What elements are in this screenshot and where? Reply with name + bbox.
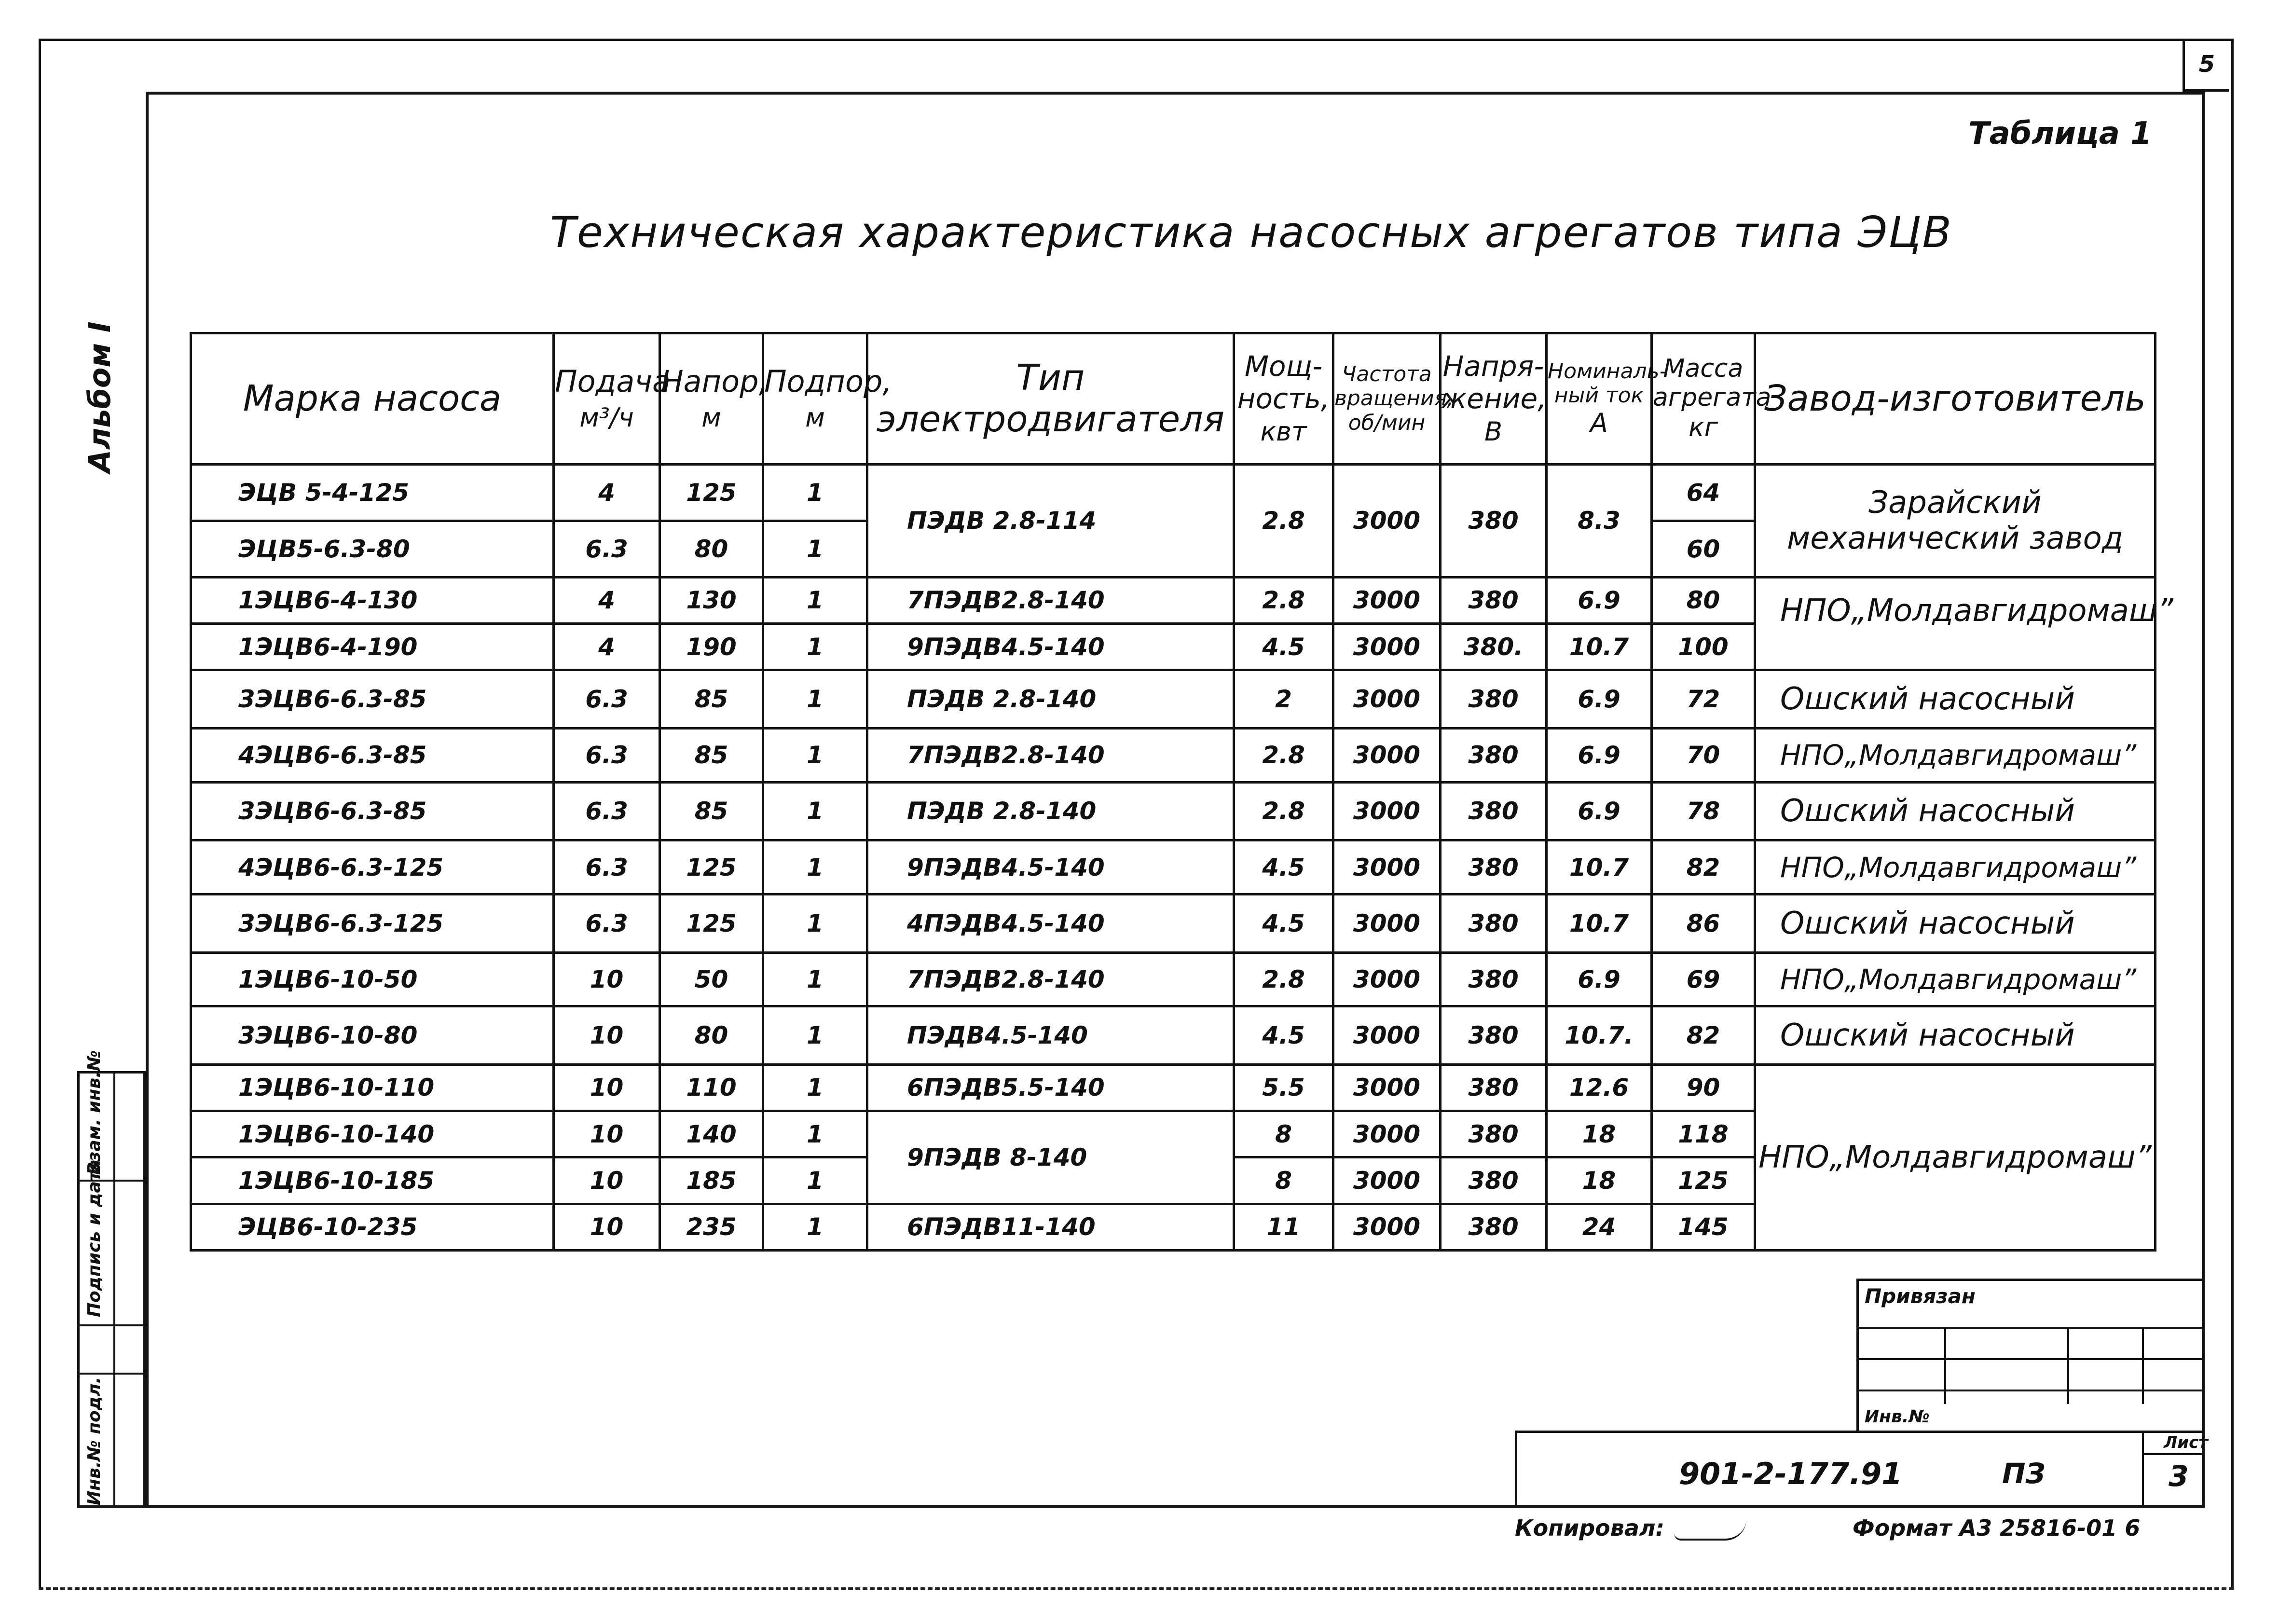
- cell-backpressure: 1: [763, 624, 867, 670]
- album-label: Альбом I: [82, 321, 117, 473]
- cell-mass: 125: [1652, 1157, 1755, 1204]
- cell-backpressure: 1: [763, 1204, 867, 1250]
- col-head: Напор, м: [660, 333, 763, 465]
- cell-current: 6.9: [1547, 729, 1652, 783]
- sheet-label: Лист: [2164, 1433, 2208, 1452]
- cell-voltage: 380: [1441, 729, 1547, 783]
- document-code: 901-2-177.91: [1679, 1456, 1903, 1491]
- cell-backpressure: 1: [763, 1064, 867, 1111]
- cell-voltage: 380: [1441, 894, 1547, 952]
- cell-voltage: 380: [1441, 670, 1547, 729]
- col-plant: Завод-изготовитель: [1755, 333, 2155, 465]
- cell-mark: ЭЦВ5-6.3-80: [191, 521, 554, 577]
- col-mass: Масса агрегата кг: [1652, 333, 1755, 465]
- cell-mark: 4ЭЦВ6-6.3-85: [191, 729, 554, 783]
- cell-mark: 1ЭЦВ6-4-190: [191, 624, 554, 670]
- cell-motor: 7ПЭДВ2.8-140: [867, 952, 1234, 1006]
- cell-flow: 6.3: [554, 670, 660, 729]
- cell-mark: 3ЭЦВ6-10-80: [191, 1006, 554, 1065]
- table-row: [191, 729, 2155, 783]
- cell-motor: 6ПЭДВ5.5-140: [867, 1064, 1234, 1111]
- sheet-corner-number: 5: [2183, 39, 2229, 92]
- col-mark: Марка насоса: [191, 333, 554, 465]
- side-strip-divider: [113, 1073, 115, 1505]
- col-power: Мощ- ность, квт: [1234, 333, 1333, 465]
- cell-current: 6.9: [1547, 952, 1652, 1006]
- cell-speed: 3000: [1333, 1006, 1441, 1065]
- cell-power: 8: [1234, 1157, 1333, 1204]
- cell-plant: Ошский насосный: [1755, 782, 2155, 840]
- cell-speed: 3000: [1333, 894, 1441, 952]
- cell-current: 24: [1547, 1204, 1652, 1250]
- cell-current: 6.9: [1547, 782, 1652, 840]
- cell-voltage: 380: [1441, 1204, 1547, 1250]
- cell-head: 85: [660, 729, 763, 783]
- table-row: [191, 952, 2155, 1006]
- cell-plant: НПО„Молдавгидромаш”: [1755, 1064, 2155, 1250]
- cell-motor: ПЭДВ4.5-140: [867, 1006, 1234, 1065]
- cell-backpressure: 1: [763, 952, 867, 1006]
- copied-by-label: Копировал:: [1515, 1515, 1664, 1541]
- cell-power: 5.5: [1234, 1064, 1333, 1111]
- cell-backpressure: 1: [763, 1157, 867, 1204]
- cell-plant: НПО„Молдавгидромаш”: [1755, 577, 2155, 670]
- replacement-inventory-label: Взам. инв.№: [84, 1050, 104, 1175]
- cell-mass: 60: [1652, 521, 1755, 577]
- cell-backpressure: 1: [763, 465, 867, 521]
- cell-speed: 3000: [1333, 1111, 1441, 1157]
- table-row: [191, 465, 2155, 521]
- cell-plant: НПО„Молдавгидромаш”: [1755, 729, 2155, 783]
- cell-power: 4.5: [1234, 894, 1333, 952]
- cell-head: 125: [660, 894, 763, 952]
- cell-backpressure: 1: [763, 577, 867, 623]
- cell-motor: 9ПЭДВ 8-140: [867, 1111, 1234, 1204]
- cell-speed: 3000: [1333, 670, 1441, 729]
- cell-current: 10.7: [1547, 624, 1652, 670]
- table-row: [191, 670, 2155, 729]
- page-title: Техническая характеристика насосных агрегатов типа ЭЦВ: [550, 207, 1952, 257]
- cell-backpressure: 1: [763, 729, 867, 783]
- cell-current: 6.9: [1547, 670, 1652, 729]
- cell-voltage: 380: [1441, 1064, 1547, 1111]
- cell-power: 4.5: [1234, 1006, 1333, 1065]
- table-row: [191, 577, 2155, 623]
- table-row: [191, 1064, 2155, 1111]
- cell-mark: ЭЦВ6-10-235: [191, 1204, 554, 1250]
- cell-flow: 6.3: [554, 729, 660, 783]
- binding-label: Привязан: [1865, 1284, 1976, 1308]
- document-section: ПЗ: [2002, 1457, 2046, 1490]
- cell-head: 185: [660, 1157, 763, 1204]
- sheet-row-line: [2142, 1453, 2205, 1455]
- format-info: Формат А3 25816-01 6: [1853, 1515, 2141, 1541]
- signature-date-label: Подпись и дата: [84, 1159, 104, 1317]
- cell-head: 110: [660, 1064, 763, 1111]
- cell-head: 85: [660, 782, 763, 840]
- cell-mark: ЭЦВ 5-4-125: [191, 465, 554, 521]
- cell-head: 85: [660, 670, 763, 729]
- cell-flow: 6.3: [554, 782, 660, 840]
- cell-flow: 10: [554, 1006, 660, 1065]
- table-row: [191, 1006, 2155, 1065]
- outer-frame-bottom-edge: [39, 1587, 2234, 1590]
- cell-flow: 4: [554, 624, 660, 670]
- cell-head: 80: [660, 521, 763, 577]
- cell-speed: 3000: [1333, 840, 1441, 895]
- cell-mark: 1ЭЦВ6-10-185: [191, 1157, 554, 1204]
- cell-speed: 3000: [1333, 729, 1441, 783]
- cell-motor: 7ПЭДВ2.8-140: [867, 729, 1234, 783]
- cell-speed: 3000: [1333, 952, 1441, 1006]
- cell-mark: 1ЭЦВ6-10-50: [191, 952, 554, 1006]
- cell-motor: ПЭДВ 2.8-140: [867, 670, 1234, 729]
- cell-voltage: 380: [1441, 840, 1547, 895]
- cell-motor: 4ПЭДВ4.5-140: [867, 894, 1234, 952]
- binding-col-line: [2067, 1327, 2069, 1404]
- cell-flow: 10: [554, 1204, 660, 1250]
- cell-plant: НПО„Молдавгидромаш”: [1755, 840, 2155, 895]
- cell-current: 12.6: [1547, 1064, 1652, 1111]
- cell-mark: 1ЭЦВ6-10-110: [191, 1064, 554, 1111]
- side-strip-row-line: [80, 1324, 143, 1326]
- cell-mass: 64: [1652, 465, 1755, 521]
- cell-mass: 100: [1652, 624, 1755, 670]
- cell-voltage: 380: [1441, 1111, 1547, 1157]
- cell-head: 50: [660, 952, 763, 1006]
- cell-mass: 145: [1652, 1204, 1755, 1250]
- cell-mass: 72: [1652, 670, 1755, 729]
- inventory-label: Инв.№: [1865, 1407, 1930, 1427]
- cell-head: 125: [660, 840, 763, 895]
- cell-backpressure: 1: [763, 521, 867, 577]
- cell-voltage: 380: [1441, 782, 1547, 840]
- cell-flow: 10: [554, 952, 660, 1006]
- cell-mass: 80: [1652, 577, 1755, 623]
- cell-speed: 3000: [1333, 577, 1441, 623]
- cell-voltage: 380: [1441, 577, 1547, 623]
- cell-mass: 86: [1652, 894, 1755, 952]
- cell-mark: 1ЭЦВ6-10-140: [191, 1111, 554, 1157]
- cell-plant: НПО„Молдавгидромаш”: [1755, 952, 2155, 1006]
- cell-mass: 78: [1652, 782, 1755, 840]
- cell-power: 4.5: [1234, 624, 1333, 670]
- binding-row-line: [1856, 1390, 2205, 1391]
- cell-current: 10.7: [1547, 840, 1652, 895]
- cell-head: 80: [660, 1006, 763, 1065]
- sheet-number: 3: [2169, 1459, 2189, 1493]
- cell-voltage: 380: [1441, 952, 1547, 1006]
- cell-mass: 82: [1652, 1006, 1755, 1065]
- cell-mark: 4ЭЦВ6-6.3-125: [191, 840, 554, 895]
- cell-head: 235: [660, 1204, 763, 1250]
- cell-flow: 4: [554, 465, 660, 521]
- cell-plant: Ошский насосный: [1755, 894, 2155, 952]
- cell-current: 8.3: [1547, 465, 1652, 578]
- cell-mass: 82: [1652, 840, 1755, 895]
- col-flow: Подача м³/ч: [554, 333, 660, 465]
- pump-spec-table: [190, 332, 2173, 1252]
- table-label: Таблица 1: [1968, 116, 2152, 151]
- cell-head: 125: [660, 465, 763, 521]
- cell-speed: 3000: [1333, 465, 1441, 578]
- cell-power: 2.8: [1234, 782, 1333, 840]
- cell-mark: 3ЭЦВ6-6.3-85: [191, 782, 554, 840]
- cell-speed: 3000: [1333, 1157, 1441, 1204]
- cell-voltage: 380: [1441, 1006, 1547, 1065]
- cell-backpressure: 1: [763, 670, 867, 729]
- cell-power: 2: [1234, 670, 1333, 729]
- cell-backpressure: 1: [763, 782, 867, 840]
- cell-backpressure: 1: [763, 894, 867, 952]
- cell-motor: 7ПЭДВ2.8-140: [867, 577, 1234, 623]
- binding-row-line: [1856, 1327, 2205, 1329]
- copier-signature: [1674, 1519, 1746, 1541]
- cell-power: 11: [1234, 1204, 1333, 1250]
- cell-backpressure: 1: [763, 1111, 867, 1157]
- cell-voltage: 380: [1441, 1157, 1547, 1204]
- cell-head: 130: [660, 577, 763, 623]
- side-strip-row-line: [80, 1373, 143, 1375]
- cell-current: 10.7.: [1547, 1006, 1652, 1065]
- cell-mass: 69: [1652, 952, 1755, 1006]
- header-row: [191, 333, 2155, 465]
- cell-flow: 10: [554, 1157, 660, 1204]
- cell-motor: ПЭДВ 2.8-140: [867, 782, 1234, 840]
- cell-current: 18: [1547, 1111, 1652, 1157]
- col-speed: Частота вращения, об/мин: [1333, 333, 1441, 465]
- cell-current: 10.7: [1547, 894, 1652, 952]
- cell-motor: 6ПЭДВ11-140: [867, 1204, 1234, 1250]
- cell-mark: 3ЭЦВ6-6.3-85: [191, 670, 554, 729]
- cell-backpressure: 1: [763, 840, 867, 895]
- table-row: [191, 840, 2155, 895]
- binding-col-line: [1944, 1327, 1946, 1404]
- sheet-col-line: [2142, 1431, 2144, 1508]
- side-stamp-strip: [77, 1050, 146, 1508]
- original-inventory-label: Инв.№ подл.: [84, 1376, 104, 1505]
- col-voltage: Напря- жение, В: [1441, 333, 1547, 465]
- table-row: [191, 782, 2155, 840]
- cell-flow: 10: [554, 1064, 660, 1111]
- cell-flow: 6.3: [554, 521, 660, 577]
- cell-plant: Ошский насосный: [1755, 1006, 2155, 1065]
- cell-motor: 9ПЭДВ4.5-140: [867, 840, 1234, 895]
- cell-power: 2.8: [1234, 952, 1333, 1006]
- cell-plant: Зарайский механический завод: [1755, 465, 2155, 578]
- cell-backpressure: 1: [763, 1006, 867, 1065]
- cell-power: 2.8: [1234, 729, 1333, 783]
- cell-speed: 3000: [1333, 782, 1441, 840]
- cell-speed: 3000: [1333, 1204, 1441, 1250]
- cell-motor: ПЭДВ 2.8-114: [867, 465, 1234, 578]
- cell-mass: 118: [1652, 1111, 1755, 1157]
- cell-flow: 6.3: [554, 894, 660, 952]
- cell-flow: 10: [554, 1111, 660, 1157]
- cell-power: 2.8: [1234, 577, 1333, 623]
- cell-motor: 9ПЭДВ4.5-140: [867, 624, 1234, 670]
- col-motor: Тип электродвигателя: [867, 333, 1234, 465]
- binding-row-line: [1856, 1358, 2205, 1360]
- cell-voltage: 380.: [1441, 624, 1547, 670]
- cell-power: 4.5: [1234, 840, 1333, 895]
- cell-voltage: 380: [1441, 465, 1547, 578]
- cell-speed: 3000: [1333, 624, 1441, 670]
- cell-mass: 90: [1652, 1064, 1755, 1111]
- cell-plant: Ошский насосный: [1755, 670, 2155, 729]
- copied-by: [1515, 1515, 1746, 1541]
- cell-flow: 4: [554, 577, 660, 623]
- cell-mass: 70: [1652, 729, 1755, 783]
- cell-speed: 3000: [1333, 1064, 1441, 1111]
- col-current: Номиналь- ный ток А: [1547, 333, 1652, 465]
- cell-mark: 3ЭЦВ6-6.3-125: [191, 894, 554, 952]
- col-backpressure: Подпор, м: [763, 333, 867, 465]
- cell-current: 6.9: [1547, 577, 1652, 623]
- title-block-stamp: [1515, 1279, 2208, 1508]
- table-row: [191, 894, 2155, 952]
- cell-power: 2.8: [1234, 465, 1333, 578]
- binding-col-line: [2142, 1327, 2144, 1404]
- cell-head: 190: [660, 624, 763, 670]
- cell-current: 18: [1547, 1157, 1652, 1204]
- cell-mark: 1ЭЦВ6-4-130: [191, 577, 554, 623]
- cell-power: 8: [1234, 1111, 1333, 1157]
- cell-flow: 6.3: [554, 840, 660, 895]
- cell-head: 140: [660, 1111, 763, 1157]
